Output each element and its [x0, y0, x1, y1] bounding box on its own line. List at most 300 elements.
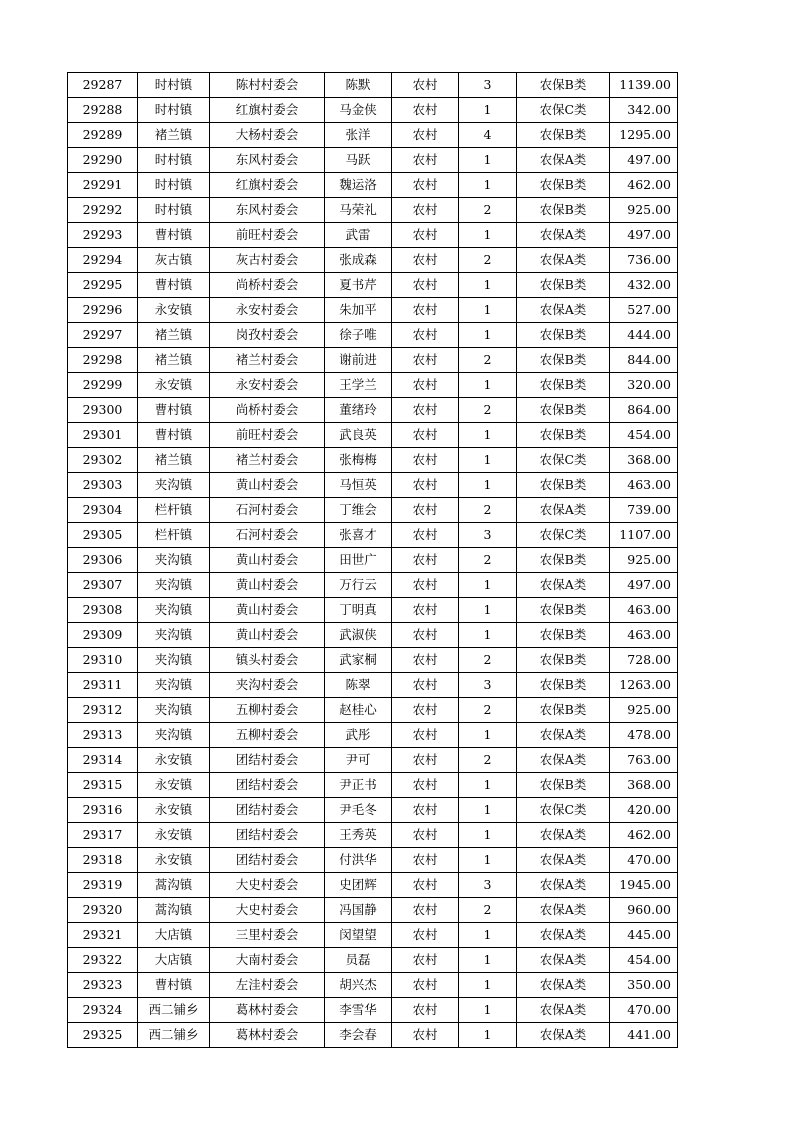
amount-cell: 1295.00	[610, 123, 678, 148]
category-cell: 农保B类	[517, 123, 610, 148]
town-cell: 永安镇	[138, 773, 210, 798]
record-id-cell: 29324	[68, 998, 138, 1023]
name-cell: 丁维会	[325, 498, 392, 523]
name-cell: 王学兰	[325, 373, 392, 398]
town-cell: 褚兰镇	[138, 323, 210, 348]
town-cell: 时村镇	[138, 98, 210, 123]
area-type-cell: 农村	[392, 698, 459, 723]
household-size-cell: 2	[459, 498, 517, 523]
area-type-cell: 农村	[392, 773, 459, 798]
table-row	[68, 848, 678, 873]
village-committee-cell: 大史村委会	[210, 898, 325, 923]
village-committee-cell: 镇头村委会	[210, 648, 325, 673]
area-type-cell: 农村	[392, 323, 459, 348]
name-cell: 张梅梅	[325, 448, 392, 473]
village-committee-cell: 前旺村委会	[210, 223, 325, 248]
record-id-cell: 29320	[68, 898, 138, 923]
town-cell: 永安镇	[138, 748, 210, 773]
name-cell: 付洪华	[325, 848, 392, 873]
area-type-cell: 农村	[392, 648, 459, 673]
category-cell: 农保C类	[517, 448, 610, 473]
category-cell: 农保B类	[517, 323, 610, 348]
record-id-cell: 29293	[68, 223, 138, 248]
household-size-cell: 1	[459, 998, 517, 1023]
household-size-cell: 1	[459, 148, 517, 173]
household-size-cell: 1	[459, 848, 517, 873]
area-type-cell: 农村	[392, 298, 459, 323]
roster-table	[67, 72, 678, 1048]
category-cell: 农保A类	[517, 848, 610, 873]
area-type-cell: 农村	[392, 998, 459, 1023]
name-cell: 武雷	[325, 223, 392, 248]
amount-cell: 960.00	[610, 898, 678, 923]
table-row	[68, 373, 678, 398]
area-type-cell: 农村	[392, 198, 459, 223]
town-cell: 栏杆镇	[138, 523, 210, 548]
town-cell: 曹村镇	[138, 273, 210, 298]
household-size-cell: 2	[459, 248, 517, 273]
name-cell: 赵桂心	[325, 698, 392, 723]
category-cell: 农保B类	[517, 773, 610, 798]
category-cell: 农保B类	[517, 398, 610, 423]
area-type-cell: 农村	[392, 423, 459, 448]
record-id-cell: 29290	[68, 148, 138, 173]
category-cell: 农保B类	[517, 348, 610, 373]
amount-cell: 350.00	[610, 973, 678, 998]
area-type-cell: 农村	[392, 673, 459, 698]
amount-cell: 925.00	[610, 198, 678, 223]
record-id-cell: 29323	[68, 973, 138, 998]
household-size-cell: 1	[459, 223, 517, 248]
area-type-cell: 农村	[392, 848, 459, 873]
table-row	[68, 548, 678, 573]
amount-cell: 445.00	[610, 923, 678, 948]
area-type-cell: 农村	[392, 273, 459, 298]
village-committee-cell: 夹沟村委会	[210, 673, 325, 698]
village-committee-cell: 前旺村委会	[210, 423, 325, 448]
table-row	[68, 298, 678, 323]
town-cell: 西二铺乡	[138, 1023, 210, 1048]
amount-cell: 462.00	[610, 173, 678, 198]
record-id-cell: 29294	[68, 248, 138, 273]
amount-cell: 463.00	[610, 598, 678, 623]
amount-cell: 925.00	[610, 548, 678, 573]
village-committee-cell: 石河村委会	[210, 523, 325, 548]
household-size-cell: 3	[459, 673, 517, 698]
town-cell: 褚兰镇	[138, 348, 210, 373]
category-cell: 农保A类	[517, 898, 610, 923]
town-cell: 永安镇	[138, 373, 210, 398]
record-id-cell: 29296	[68, 298, 138, 323]
village-committee-cell: 团结村委会	[210, 848, 325, 873]
amount-cell: 463.00	[610, 623, 678, 648]
household-size-cell: 2	[459, 748, 517, 773]
village-committee-cell: 石河村委会	[210, 498, 325, 523]
area-type-cell: 农村	[392, 473, 459, 498]
village-committee-cell: 葛林村委会	[210, 1023, 325, 1048]
area-type-cell: 农村	[392, 173, 459, 198]
name-cell: 张成森	[325, 248, 392, 273]
village-committee-cell: 灰古村委会	[210, 248, 325, 273]
household-size-cell: 1	[459, 948, 517, 973]
name-cell: 谢前进	[325, 348, 392, 373]
household-size-cell: 1	[459, 448, 517, 473]
town-cell: 褚兰镇	[138, 123, 210, 148]
category-cell: 农保B类	[517, 273, 610, 298]
amount-cell: 454.00	[610, 423, 678, 448]
area-type-cell: 农村	[392, 748, 459, 773]
household-size-cell: 1	[459, 473, 517, 498]
town-cell: 蒿沟镇	[138, 873, 210, 898]
name-cell: 马荣礼	[325, 198, 392, 223]
category-cell: 农保B类	[517, 473, 610, 498]
category-cell: 农保A类	[517, 948, 610, 973]
town-cell: 夹沟镇	[138, 573, 210, 598]
name-cell: 张喜才	[325, 523, 392, 548]
area-type-cell: 农村	[392, 348, 459, 373]
name-cell: 朱加平	[325, 298, 392, 323]
amount-cell: 497.00	[610, 223, 678, 248]
name-cell: 李雪华	[325, 998, 392, 1023]
household-size-cell: 1	[459, 573, 517, 598]
town-cell: 时村镇	[138, 198, 210, 223]
category-cell: 农保B类	[517, 73, 610, 98]
table-row	[68, 98, 678, 123]
amount-cell: 454.00	[610, 948, 678, 973]
household-size-cell: 1	[459, 98, 517, 123]
name-cell: 徐子唯	[325, 323, 392, 348]
town-cell: 夹沟镇	[138, 548, 210, 573]
village-committee-cell: 陈村村委会	[210, 73, 325, 98]
village-committee-cell: 团结村委会	[210, 798, 325, 823]
category-cell: 农保B类	[517, 648, 610, 673]
household-size-cell: 3	[459, 523, 517, 548]
name-cell: 史团辉	[325, 873, 392, 898]
record-id-cell: 29317	[68, 823, 138, 848]
name-cell: 万行云	[325, 573, 392, 598]
table-row	[68, 123, 678, 148]
name-cell: 武家桐	[325, 648, 392, 673]
category-cell: 农保B类	[517, 698, 610, 723]
name-cell: 王秀英	[325, 823, 392, 848]
name-cell: 尹可	[325, 748, 392, 773]
category-cell: 农保A类	[517, 248, 610, 273]
town-cell: 西二铺乡	[138, 998, 210, 1023]
table-row	[68, 73, 678, 98]
name-cell: 张洋	[325, 123, 392, 148]
amount-cell: 470.00	[610, 998, 678, 1023]
town-cell: 夹沟镇	[138, 698, 210, 723]
town-cell: 时村镇	[138, 173, 210, 198]
household-size-cell: 2	[459, 698, 517, 723]
area-type-cell: 农村	[392, 623, 459, 648]
record-id-cell: 29312	[68, 698, 138, 723]
village-committee-cell: 岗孜村委会	[210, 323, 325, 348]
name-cell: 马恒英	[325, 473, 392, 498]
record-id-cell: 29292	[68, 198, 138, 223]
category-cell: 农保A类	[517, 748, 610, 773]
amount-cell: 1107.00	[610, 523, 678, 548]
name-cell: 冯国静	[325, 898, 392, 923]
category-cell: 农保B类	[517, 198, 610, 223]
amount-cell: 478.00	[610, 723, 678, 748]
category-cell: 农保A类	[517, 223, 610, 248]
village-committee-cell: 尚桥村委会	[210, 273, 325, 298]
village-committee-cell: 五柳村委会	[210, 698, 325, 723]
amount-cell: 444.00	[610, 323, 678, 348]
category-cell: 农保B类	[517, 623, 610, 648]
record-id-cell: 29313	[68, 723, 138, 748]
amount-cell: 462.00	[610, 823, 678, 848]
household-size-cell: 1	[459, 373, 517, 398]
category-cell: 农保B类	[517, 373, 610, 398]
village-committee-cell: 团结村委会	[210, 748, 325, 773]
amount-cell: 527.00	[610, 298, 678, 323]
area-type-cell: 农村	[392, 223, 459, 248]
area-type-cell: 农村	[392, 548, 459, 573]
household-size-cell: 1	[459, 598, 517, 623]
amount-cell: 463.00	[610, 473, 678, 498]
household-size-cell: 2	[459, 198, 517, 223]
record-id-cell: 29322	[68, 948, 138, 973]
area-type-cell: 农村	[392, 523, 459, 548]
table-row	[68, 448, 678, 473]
category-cell: 农保B类	[517, 173, 610, 198]
record-id-cell: 29298	[68, 348, 138, 373]
record-id-cell: 29308	[68, 598, 138, 623]
area-type-cell: 农村	[392, 823, 459, 848]
village-committee-cell: 团结村委会	[210, 773, 325, 798]
village-committee-cell: 黄山村委会	[210, 573, 325, 598]
household-size-cell: 1	[459, 323, 517, 348]
record-id-cell: 29289	[68, 123, 138, 148]
town-cell: 夹沟镇	[138, 598, 210, 623]
category-cell: 农保A类	[517, 1023, 610, 1048]
household-size-cell: 1	[459, 173, 517, 198]
record-id-cell: 29309	[68, 623, 138, 648]
record-id-cell: 29310	[68, 648, 138, 673]
area-type-cell: 农村	[392, 373, 459, 398]
category-cell: 农保B类	[517, 548, 610, 573]
household-size-cell: 1	[459, 423, 517, 448]
area-type-cell: 农村	[392, 948, 459, 973]
village-committee-cell: 黄山村委会	[210, 548, 325, 573]
table-row	[68, 648, 678, 673]
roster-body	[68, 73, 678, 1048]
amount-cell: 470.00	[610, 848, 678, 873]
category-cell: 农保C类	[517, 523, 610, 548]
village-committee-cell: 左洼村委会	[210, 973, 325, 998]
area-type-cell: 农村	[392, 73, 459, 98]
table-row	[68, 998, 678, 1023]
category-cell: 农保A类	[517, 723, 610, 748]
area-type-cell: 农村	[392, 598, 459, 623]
village-committee-cell: 黄山村委会	[210, 623, 325, 648]
household-size-cell: 2	[459, 348, 517, 373]
amount-cell: 432.00	[610, 273, 678, 298]
table-row	[68, 148, 678, 173]
amount-cell: 925.00	[610, 698, 678, 723]
area-type-cell: 农村	[392, 248, 459, 273]
household-size-cell: 1	[459, 823, 517, 848]
category-cell: 农保A类	[517, 873, 610, 898]
record-id-cell: 29304	[68, 498, 138, 523]
name-cell: 陈翠	[325, 673, 392, 698]
name-cell: 陈默	[325, 73, 392, 98]
category-cell: 农保A类	[517, 148, 610, 173]
record-id-cell: 29315	[68, 773, 138, 798]
household-size-cell: 2	[459, 398, 517, 423]
town-cell: 灰古镇	[138, 248, 210, 273]
town-cell: 时村镇	[138, 148, 210, 173]
town-cell: 曹村镇	[138, 223, 210, 248]
village-committee-cell: 永安村委会	[210, 298, 325, 323]
town-cell: 永安镇	[138, 823, 210, 848]
village-committee-cell: 红旗村委会	[210, 173, 325, 198]
record-id-cell: 29325	[68, 1023, 138, 1048]
record-id-cell: 29307	[68, 573, 138, 598]
table-row	[68, 673, 678, 698]
table-row	[68, 748, 678, 773]
table-row	[68, 573, 678, 598]
village-committee-cell: 三里村委会	[210, 923, 325, 948]
town-cell: 蒿沟镇	[138, 898, 210, 923]
household-size-cell: 1	[459, 273, 517, 298]
household-size-cell: 2	[459, 548, 517, 573]
household-size-cell: 4	[459, 123, 517, 148]
amount-cell: 320.00	[610, 373, 678, 398]
village-committee-cell: 葛林村委会	[210, 998, 325, 1023]
village-committee-cell: 大南村委会	[210, 948, 325, 973]
town-cell: 永安镇	[138, 798, 210, 823]
amount-cell: 1263.00	[610, 673, 678, 698]
table-row	[68, 223, 678, 248]
amount-cell: 864.00	[610, 398, 678, 423]
village-committee-cell: 尚桥村委会	[210, 398, 325, 423]
amount-cell: 342.00	[610, 98, 678, 123]
area-type-cell: 农村	[392, 1023, 459, 1048]
table-row	[68, 623, 678, 648]
household-size-cell: 3	[459, 73, 517, 98]
category-cell: 农保A类	[517, 973, 610, 998]
record-id-cell: 29316	[68, 798, 138, 823]
town-cell: 曹村镇	[138, 398, 210, 423]
record-id-cell: 29321	[68, 923, 138, 948]
table-row	[68, 598, 678, 623]
name-cell: 马跃	[325, 148, 392, 173]
table-row	[68, 348, 678, 373]
table-row	[68, 423, 678, 448]
name-cell: 董绪玲	[325, 398, 392, 423]
town-cell: 永安镇	[138, 298, 210, 323]
table-row	[68, 198, 678, 223]
town-cell: 曹村镇	[138, 973, 210, 998]
area-type-cell: 农村	[392, 873, 459, 898]
name-cell: 武彤	[325, 723, 392, 748]
record-id-cell: 29306	[68, 548, 138, 573]
record-id-cell: 29295	[68, 273, 138, 298]
table-row	[68, 873, 678, 898]
name-cell: 魏运洛	[325, 173, 392, 198]
name-cell: 武淑侠	[325, 623, 392, 648]
name-cell: 尹毛冬	[325, 798, 392, 823]
table-row	[68, 173, 678, 198]
area-type-cell: 农村	[392, 498, 459, 523]
category-cell: 农保A类	[517, 998, 610, 1023]
amount-cell: 368.00	[610, 448, 678, 473]
amount-cell: 739.00	[610, 498, 678, 523]
area-type-cell: 农村	[392, 898, 459, 923]
village-committee-cell: 五柳村委会	[210, 723, 325, 748]
name-cell: 武良英	[325, 423, 392, 448]
table-row	[68, 1023, 678, 1048]
table-row	[68, 948, 678, 973]
amount-cell: 1945.00	[610, 873, 678, 898]
town-cell: 夹沟镇	[138, 648, 210, 673]
town-cell: 夹沟镇	[138, 473, 210, 498]
table-row	[68, 398, 678, 423]
household-size-cell: 3	[459, 873, 517, 898]
village-committee-cell: 黄山村委会	[210, 473, 325, 498]
household-size-cell: 1	[459, 298, 517, 323]
village-committee-cell: 大杨村委会	[210, 123, 325, 148]
record-id-cell: 29303	[68, 473, 138, 498]
area-type-cell: 农村	[392, 973, 459, 998]
household-size-cell: 1	[459, 798, 517, 823]
village-committee-cell: 团结村委会	[210, 823, 325, 848]
area-type-cell: 农村	[392, 573, 459, 598]
table-row	[68, 248, 678, 273]
village-committee-cell: 大史村委会	[210, 873, 325, 898]
record-id-cell: 29299	[68, 373, 138, 398]
amount-cell: 497.00	[610, 148, 678, 173]
town-cell: 夹沟镇	[138, 623, 210, 648]
table-row	[68, 698, 678, 723]
area-type-cell: 农村	[392, 798, 459, 823]
household-size-cell: 2	[459, 648, 517, 673]
record-id-cell: 29319	[68, 873, 138, 898]
household-size-cell: 2	[459, 898, 517, 923]
category-cell: 农保B类	[517, 423, 610, 448]
area-type-cell: 农村	[392, 723, 459, 748]
table-row	[68, 898, 678, 923]
town-cell: 夹沟镇	[138, 673, 210, 698]
record-id-cell: 29302	[68, 448, 138, 473]
area-type-cell: 农村	[392, 98, 459, 123]
amount-cell: 844.00	[610, 348, 678, 373]
household-size-cell: 1	[459, 973, 517, 998]
area-type-cell: 农村	[392, 398, 459, 423]
area-type-cell: 农村	[392, 123, 459, 148]
record-id-cell: 29318	[68, 848, 138, 873]
household-size-cell: 1	[459, 723, 517, 748]
name-cell: 员磊	[325, 948, 392, 973]
amount-cell: 763.00	[610, 748, 678, 773]
area-type-cell: 农村	[392, 448, 459, 473]
town-cell: 栏杆镇	[138, 498, 210, 523]
town-cell: 褚兰镇	[138, 448, 210, 473]
town-cell: 曹村镇	[138, 423, 210, 448]
record-id-cell: 29297	[68, 323, 138, 348]
category-cell: 农保B类	[517, 673, 610, 698]
record-id-cell: 29305	[68, 523, 138, 548]
amount-cell: 1139.00	[610, 73, 678, 98]
name-cell: 田世广	[325, 548, 392, 573]
table-row	[68, 273, 678, 298]
name-cell: 尹正书	[325, 773, 392, 798]
record-id-cell: 29288	[68, 98, 138, 123]
table-row	[68, 823, 678, 848]
